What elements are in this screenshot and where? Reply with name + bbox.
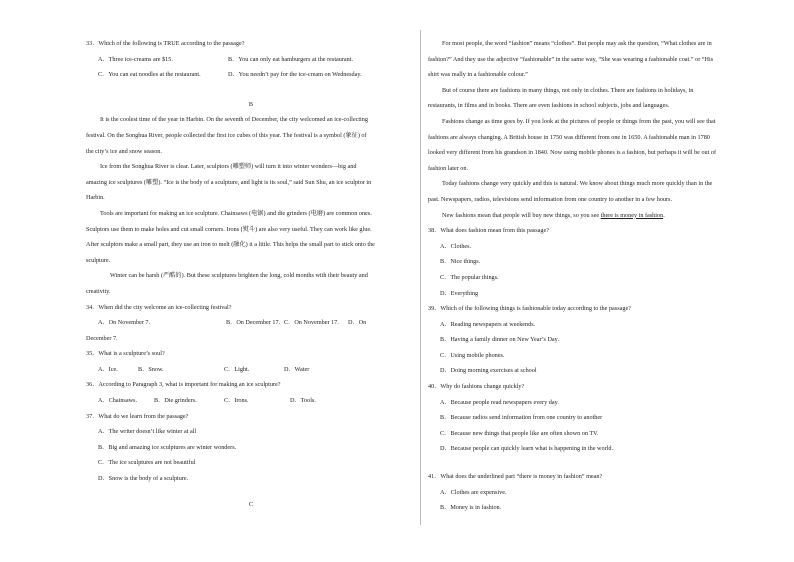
q40-option-b: B．Because radios send information from one country to another xyxy=(440,414,603,422)
q40-option-d: D．Because people can quickly learn what is happening in the world. xyxy=(440,445,614,453)
q33-options-row2 xyxy=(86,67,416,83)
q33-option-d: D．You needn’t pay for the ice-cream on Wednesday. xyxy=(228,71,362,79)
passage-c-p5-underlined: there is money in fashion xyxy=(600,211,664,219)
q33-option-c: C．You can eat noodles at the restaurant. xyxy=(98,71,201,79)
q36-stem: 36．According to Paragraph 3, what is important for making an ice sculpture? xyxy=(86,381,281,389)
passage-c-p3-l2: fashions are always changing. A British house in 1750 was different from one in 1650. A fashionable man in 1780 xyxy=(428,133,710,141)
passage-c-p1-l1: For most people, the word “fashion” means “clothes”. But people may ask the question, “What clothes are in xyxy=(442,40,712,47)
section-c-heading: C xyxy=(248,500,254,508)
q34-option-d-cont: December 7. xyxy=(86,334,118,342)
passage-b-p1-l1: It is the coolest time of the year in Harbin. On the seventh of December, the city welcomed an ice-collecting xyxy=(100,116,368,124)
q38-option-a: A．Clothes. xyxy=(440,242,472,250)
passage-b-p1-l3: the city’s ice and snow season. xyxy=(86,147,162,155)
q41-option-b: B．Money is in fashion. xyxy=(440,504,502,512)
q39-option-b: B．Having a family dinner on New Year’s Day. xyxy=(440,336,559,344)
passage-b-p2-l1: Ice from the Songhua River is clear. Later, sculptors (雕塑师) will turn it into winter wonders—big and xyxy=(100,163,357,171)
q40-stem: 40．Why do fashions change quickly? xyxy=(428,383,525,391)
q41-stem: 41．What does the underlined part “there is money in fashion” mean? xyxy=(428,473,603,481)
passage-c-p5 xyxy=(428,208,758,224)
passage-c-p2-l2: restaurants, in films and in books. There are even fashions in school subjects, jobs and languages. xyxy=(428,102,670,110)
passage-b-p4-l1: Winter can be harsh (严酷的). But these sculptures brighten the long, cold months with their beauty and xyxy=(110,272,368,280)
section-b-heading: B xyxy=(248,100,254,108)
passage-c-p3-l3: looked very different from his grandson in 1840. Now using mobile phones is a fashion, but perhaps it will be out of xyxy=(428,149,717,157)
q35-option-a: A．Ice. xyxy=(98,365,118,373)
q34-options xyxy=(86,315,416,331)
q35-stem: 35．What is a sculpture’s soul? xyxy=(86,350,165,358)
passage-c-p4-l1: Today fashions change very quickly and this is natural. We know about things much more quickly than in the xyxy=(442,180,713,188)
passage-c-p1-l3: shirt was really in a fashionable colour.” xyxy=(428,71,528,79)
left-column xyxy=(86,36,416,512)
q35-option-b: B．Snow. xyxy=(138,365,164,373)
passage-b-p2-l3: Harbin. xyxy=(86,194,105,202)
q36-option-d: D．Tools. xyxy=(290,397,316,405)
passage-c-p2-l1: But of course there are fashions in many things, not only in clothes. There are fashions in holidays, in xyxy=(442,86,694,94)
passage-c-p5-pre: New fashions mean that people will buy new things, so you see xyxy=(442,211,601,219)
column-divider xyxy=(420,30,421,525)
q38-stem: 38．What does fashion mean from this passage? xyxy=(428,227,549,235)
q39-option-c: C．Using mobile phones. xyxy=(440,351,505,359)
q37-option-d: D．Snow is the body of a sculpture. xyxy=(98,475,189,483)
q41-option-a: A．Clothes are expensive. xyxy=(440,488,507,496)
q38-option-d: D．Everything xyxy=(440,289,479,297)
passage-c-p5-post: . xyxy=(663,211,665,219)
passage-b-p3-l1: Tools are important for making an ice sculpture. Chainsaws (电锯) and die grinders (电磨) are common ones. xyxy=(100,209,372,217)
q37-option-b: B．Big and amazing ice sculptures are winter wonders. xyxy=(98,443,237,451)
q34-option-d: D．On xyxy=(348,319,367,327)
q38-option-b: B．Nice things. xyxy=(440,258,481,266)
q34-stem: 34．When did the city welcome an ice-collecting festival? xyxy=(86,303,232,311)
q34-option-a: A．On November 7. xyxy=(98,319,151,327)
q37-stem: 37．What do we learn from the passage? xyxy=(86,412,189,420)
q33-option-a: A．Three ice-creams are $15. xyxy=(98,55,173,63)
q40-option-c: C．Because new things that people like are often shown on TV. xyxy=(440,429,599,437)
q35-option-d: D．Water xyxy=(284,365,310,373)
passage-b-p3-l3: After sculptors make a small part, they use an iron to melt (融化) it a little. This helps the small part to stick onto the xyxy=(86,241,375,249)
passage-b-p4-l2: creativity. xyxy=(86,287,111,295)
passage-b-p3-l4: sculpture. xyxy=(86,256,111,264)
passage-c-p1-l2: fashion?” And they use the adjective “fashionable” in the same way, “She was wearing a fashionable coat.” or “His xyxy=(428,55,714,63)
q34-option-c: C．On November 17. xyxy=(284,319,339,327)
q36-option-c: C．Irons. xyxy=(224,397,249,405)
q36-option-a: A．Chainsaws. xyxy=(98,397,138,405)
q38-option-c: C．The popular things. xyxy=(440,273,499,281)
q40-option-a: A．Because people read newspapers every day. xyxy=(440,398,559,406)
passage-b-p3-l2: Sculptors use them to make holes and cut small corners. Irons (熨斗) are also very useful. They can work like glue. xyxy=(86,225,372,233)
q34-option-b: B．On December 17. xyxy=(226,319,281,327)
q36-options xyxy=(86,393,416,409)
right-column xyxy=(428,36,758,516)
q35-option-c: C．Light. xyxy=(224,365,250,373)
q39-option-a: A．Reading newspapers at weekends. xyxy=(440,320,536,328)
passage-b-p1-l2: festival. On the Songhua River, people collected the first ice cubes of this year. The festival is a symbol (象征) of xyxy=(86,131,367,139)
q33-option-b: B．You can only eat hamburgers at the restaurant. xyxy=(228,55,354,63)
q39-option-d: D．Doing morning exercises at school xyxy=(440,367,537,375)
q37-option-c: C．The ice sculptures are not beautiful xyxy=(98,459,196,467)
passage-c-p4-l2: past. Newspapers, radios, televisions send information from one country to another in a few hours. xyxy=(428,195,673,203)
q35-options xyxy=(86,362,416,378)
q33-stem: 33．Which of the following is TRUE according to the passage? xyxy=(86,40,245,47)
q33-options-row1 xyxy=(86,52,416,68)
passage-c-p3-l4: fashion later on. xyxy=(428,164,469,172)
passage-c-p3-l1: Fashions change as time goes by. If you look at the pictures of people or things from the past, you will see that xyxy=(442,117,716,125)
q36-option-b: B．Die grinders. xyxy=(154,397,197,405)
q37-option-a: A．The writer doesn’t like winter at all xyxy=(98,428,197,436)
q39-stem: 39．Which of the following things is fashionable today according to the passage? xyxy=(428,305,631,313)
passage-b-p2-l2: amazing ice sculptures (雕塑). “Ice is the body of a sculpture, and light is its soul,” said Sun Shu, an ice sculptor in xyxy=(86,178,372,186)
